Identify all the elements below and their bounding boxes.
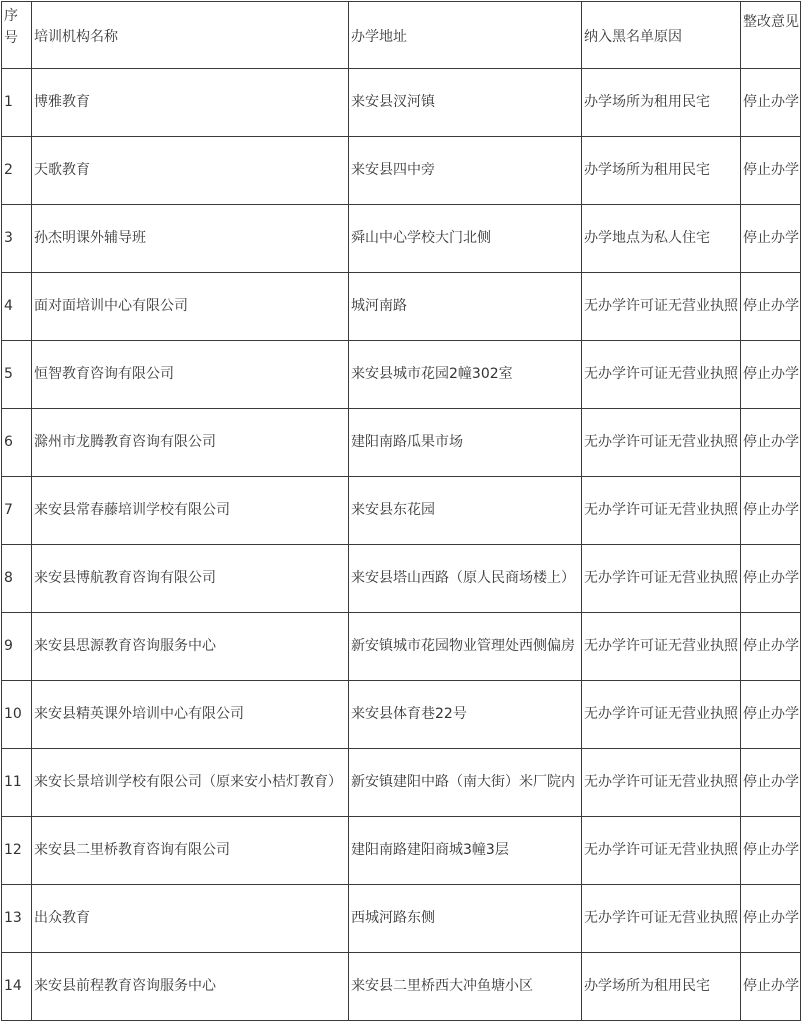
cell-reason: 办学地点为私人住宅 — [582, 205, 741, 273]
cell-address: 舜山中心学校大门北侧 — [349, 205, 582, 273]
cell-num: 2 — [2, 137, 32, 205]
cell-opinion: 停止办学 — [741, 205, 801, 273]
cell-opinion: 停止办学 — [741, 341, 801, 409]
table-row — [2, 613, 801, 681]
cell-num: 12 — [2, 817, 32, 885]
table-row — [2, 205, 801, 273]
cell-address: 西城河路东侧 — [349, 885, 582, 953]
cell-name: 恒智教育咨询有限公司 — [32, 341, 349, 409]
cell-num: 10 — [2, 681, 32, 749]
cell-opinion: 停止办学 — [741, 273, 801, 341]
cell-name: 来安县精英课外培训中心有限公司 — [32, 681, 349, 749]
cell-reason: 无办学许可证无营业执照 — [582, 409, 741, 477]
table-row — [2, 885, 801, 953]
cell-opinion: 停止办学 — [741, 681, 801, 749]
cell-num: 13 — [2, 885, 32, 953]
cell-opinion: 停止办学 — [741, 817, 801, 885]
cell-name: 来安县二里桥教育咨询有限公司 — [32, 817, 349, 885]
cell-name: 出众教育 — [32, 885, 349, 953]
cell-opinion: 停止办学 — [741, 137, 801, 205]
cell-reason: 办学场所为租用民宅 — [582, 137, 741, 205]
table-row — [2, 137, 801, 205]
cell-name: 来安县常春藤培训学校有限公司 — [32, 477, 349, 545]
cell-num: 7 — [2, 477, 32, 545]
cell-reason: 办学场所为租用民宅 — [582, 69, 741, 137]
cell-reason: 无办学许可证无营业执照 — [582, 749, 741, 817]
table-row — [2, 409, 801, 477]
cell-address: 建阳南路瓜果市场 — [349, 409, 582, 477]
table-row — [2, 953, 801, 1021]
table-row — [2, 817, 801, 885]
cell-address: 来安县城市花园2幢302室 — [349, 341, 582, 409]
table-row — [2, 749, 801, 817]
table-body — [2, 2, 801, 1021]
cell-name: 来安长景培训学校有限公司（原来安小桔灯教育） — [32, 749, 349, 817]
cell-name: 孙杰明课外辅导班 — [32, 205, 349, 273]
cell-opinion: 停止办学 — [741, 409, 801, 477]
table-row — [2, 681, 801, 749]
cell-opinion: 停止办学 — [741, 749, 801, 817]
cell-name: 来安县博航教育咨询有限公司 — [32, 545, 349, 613]
cell-num: 4 — [2, 273, 32, 341]
cell-name: 博雅教育 — [32, 69, 349, 137]
cell-opinion: 停止办学 — [741, 69, 801, 137]
table-header-row — [2, 2, 801, 69]
cell-opinion: 停止办学 — [741, 953, 801, 1021]
cell-reason: 无办学许可证无营业执照 — [582, 613, 741, 681]
cell-reason: 无办学许可证无营业执照 — [582, 817, 741, 885]
table-row — [2, 273, 801, 341]
cell-num: 11 — [2, 749, 32, 817]
cell-num: 9 — [2, 613, 32, 681]
cell-reason: 无办学许可证无营业执照 — [582, 681, 741, 749]
header-num: 序号 — [2, 2, 32, 69]
cell-name: 天歌教育 — [32, 137, 349, 205]
header-name: 培训机构名称 — [32, 2, 349, 69]
cell-reason: 无办学许可证无营业执照 — [582, 273, 741, 341]
header-address: 办学地址 — [349, 2, 582, 69]
cell-num: 3 — [2, 205, 32, 273]
header-opinion: 整改意见 — [741, 2, 801, 69]
cell-opinion: 停止办学 — [741, 613, 801, 681]
cell-opinion: 停止办学 — [741, 545, 801, 613]
cell-opinion: 停止办学 — [741, 477, 801, 545]
cell-reason: 办学场所为租用民宅 — [582, 953, 741, 1021]
cell-name: 来安县前程教育咨询服务中心 — [32, 953, 349, 1021]
cell-address: 新安镇建阳中路（南大街）米厂院内 — [349, 749, 582, 817]
cell-num: 1 — [2, 69, 32, 137]
cell-name: 面对面培训中心有限公司 — [32, 273, 349, 341]
cell-reason: 无办学许可证无营业执照 — [582, 885, 741, 953]
table-row — [2, 477, 801, 545]
cell-num: 8 — [2, 545, 32, 613]
cell-name: 滁州市龙腾教育咨询有限公司 — [32, 409, 349, 477]
cell-address: 来安县汊河镇 — [349, 69, 582, 137]
cell-address: 来安县二里桥西大冲鱼塘小区 — [349, 953, 582, 1021]
table-row — [2, 545, 801, 613]
cell-opinion: 停止办学 — [741, 885, 801, 953]
cell-address: 来安县体育巷22号 — [349, 681, 582, 749]
header-reason: 纳入黑名单原因 — [582, 2, 741, 69]
cell-reason: 无办学许可证无营业执照 — [582, 545, 741, 613]
cell-num: 14 — [2, 953, 32, 1021]
cell-num: 5 — [2, 341, 32, 409]
cell-address: 建阳南路建阳商城3幢3层 — [349, 817, 582, 885]
cell-num: 6 — [2, 409, 32, 477]
cell-address: 来安县塔山西路（原人民商场楼上） — [349, 545, 582, 613]
cell-address: 来安县东花园 — [349, 477, 582, 545]
table-row — [2, 69, 801, 137]
cell-address: 城河南路 — [349, 273, 582, 341]
cell-reason: 无办学许可证无营业执照 — [582, 341, 741, 409]
blacklist-table — [1, 1, 801, 1021]
cell-name: 来安县思源教育咨询服务中心 — [32, 613, 349, 681]
cell-address: 来安县四中旁 — [349, 137, 582, 205]
cell-address: 新安镇城市花园物业管理处西侧偏房 — [349, 613, 582, 681]
table-row — [2, 341, 801, 409]
cell-reason: 无办学许可证无营业执照 — [582, 477, 741, 545]
